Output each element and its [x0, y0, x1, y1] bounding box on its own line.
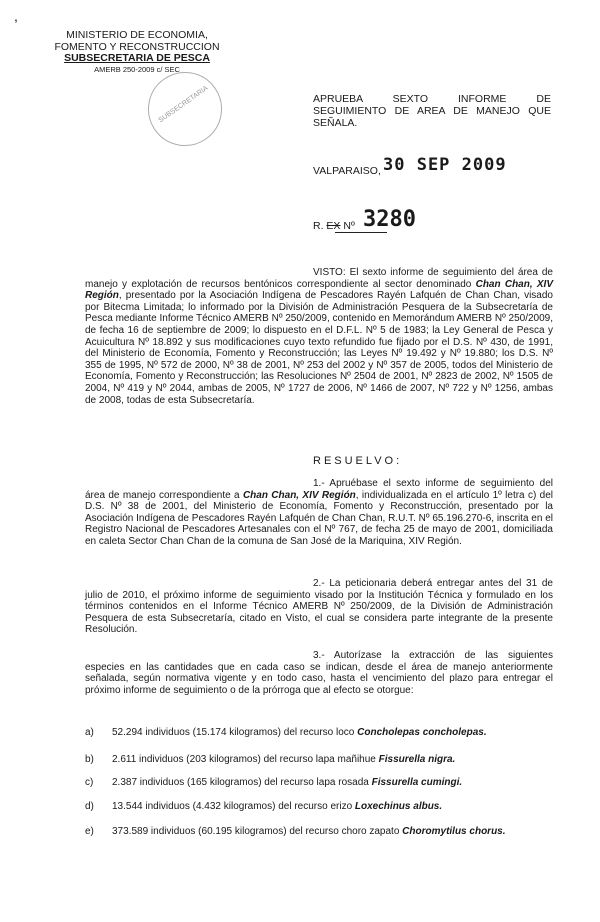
ministry-line-2: FOMENTO Y RECONSTRUCCION — [54, 40, 220, 53]
visto-text-2: , presentado por la Asociación Indígena de Pescadores Rayén Lafquén de Chan Chan, visado por Bitecma Limitada; lo informado por la División de Administración Pesquera de la Subsecretaría de Pesca mediante Informe Técnico AMERB Nº 250/2009, contenido en Memorándum AMERB Nº 250/2009, de fecha 16 de septiembre de 2009; lo dispuesto en el D.F.L. Nº 5 de 1983; la Ley General de Pesca y Acuicultura Nº 18.892 y sus modificaciones cuyo texto refundido fue fijado por el D.S. Nº 430, de 1991, del Ministerio de Economía, Fomento y Reconstrucción; las Leyes Nº 19.492 y Nº 19.880; los D.S. Nº 355 de 1995, Nº 572 de 2000, Nº 38 de 2001, Nº 253 del 2002 y Nº 357 de 2005, todos del Ministerio de Economía, Fomento y Reconstrucción; las Resoluciones Nº 2504 de 2001, Nº 2823 de 2002, Nº 1505 de 2004, Nº 419 y Nº 2044, ambas de 2005, Nº 1727 de 2006, Nº 1466 de 2007, Nº 722 y Nº 1256, ambas de 2008, todas de esta Subsecretaría. — [85, 290, 553, 406]
resolution-ex: EX — [326, 220, 341, 232]
item-text — [112, 826, 553, 838]
subsecretaria-line: SUBSECRETARIA DE PESCA — [64, 52, 210, 64]
letterhead — [52, 30, 222, 74]
item-quantity: 13.544 individuos (4.432 kilogramos) del recurso erizo — [112, 801, 355, 812]
resuelvo-heading: RESUELVO: — [313, 455, 403, 467]
subject-line-3: SEÑALA. — [313, 117, 358, 129]
point-1-paragraph — [85, 478, 553, 548]
item-species: Concholepas concholepas. — [357, 727, 487, 738]
point-3-paragraph: 3.- Autorízase la extracción de las siguientes especies en las cantidades que en cada caso se indican, desde el área de manejo anteriormente señalada, según normativa vigente y en todo caso, hasta el vencimiento del plazo para entregar el próximo informe de seguimiento o de la prórroga que al efecto se otorgue: — [85, 650, 553, 696]
item-text — [112, 754, 553, 766]
resolution-number: 3280 — [363, 207, 416, 232]
date-stamp: 30 SEP 2009 — [383, 155, 507, 175]
point-1-sector: Chan Chan, XIV Región — [242, 489, 356, 501]
resolution-underline — [335, 232, 387, 233]
item-text — [112, 801, 553, 813]
item-quantity: 52.294 individuos (15.174 kilogramos) del recurso loco — [112, 727, 358, 738]
item-species: Loxechinus albus. — [354, 801, 443, 812]
item-quantity: 2.611 individuos (203 kilogramos) del recurso lapa mañihue — [112, 754, 379, 765]
resolution-n: Nº — [343, 220, 355, 232]
item-quantity: 373.589 individuos (60.195 kilogramos) del recurso choro zapato — [112, 826, 403, 837]
corner-mark: , — [14, 8, 18, 24]
subject-line-2: SEGUIMIENTO DE AREA DE MANEJO QUE — [313, 105, 551, 117]
item-letter: b) — [85, 754, 94, 765]
official-seal-stamp: SUBSECRETARIA — [133, 57, 236, 160]
visto-paragraph — [85, 267, 553, 406]
resolution-prefix — [313, 220, 355, 232]
ministry-line-1: MINISTERIO DE ECONOMIA, — [66, 29, 208, 41]
item-letter: e) — [85, 826, 94, 837]
item-text — [112, 727, 553, 739]
item-species: Fissurella cumingi. — [371, 777, 463, 788]
item-text — [112, 777, 553, 789]
item-letter: d) — [85, 801, 94, 812]
resolution-r: R. — [313, 220, 324, 232]
point-1-text-a: 1.- Apruébase el sexto informe de seguimiento del área de manejo correspondiente a — [85, 478, 553, 501]
visto-sector: Chan Chan, XIV Región — [85, 278, 554, 302]
item-species: Choromytilus chorus. — [402, 826, 506, 837]
point-2-paragraph: 2.- La peticionaria deberá entregar antes del 31 de julio de 2010, el próximo informe de seguimiento visado por la Institución Técnica y formulado en los términos contenidos en el Informe Técnico AMERB Nº 250/2009, de la División de Administración Pesquera de esta Subsecretaría, citado en Visto, el cual se considera parte integrante de la presente Resolución. — [85, 578, 553, 636]
item-letter: c) — [85, 777, 94, 788]
place-label: VALPARAISO, — [313, 165, 381, 177]
reference-code: AMERB 250-2009 c/ SEC — [94, 64, 180, 74]
item-species: Fissurella nigra. — [378, 754, 456, 765]
visto-text-1: VISTO: El sexto informe de seguimiento del área de manejo y explotación de recursos bentónicos correspondiente al sector denominado — [85, 267, 553, 290]
point-1-text-b: , individualizada en el artículo 1º letra c) del D.S. Nº 38 de 2001, del Ministerio de Economía, Fomento y Reconstrucción, presentado por la Asociación Indígena de Pescadores Rayén Lafquén de Chan Chan, R.U.T. Nº 65.196.270-6, inscrita en el Registro Nacional de Pescadores Artesanales con el Nº 767, de fecha 25 de mayo de 2001, domiciliada en caleta Sector Chan Chan de la comuna de San José de la Mariquina, XIV Región. — [85, 489, 553, 547]
subject-block — [313, 93, 551, 129]
item-letter: a) — [85, 727, 94, 738]
subject-line-1: APRUEBA SEXTO INFORME DE — [313, 93, 551, 105]
item-quantity: 2.387 individuos (165 kilogramos) del recurso lapa rosada — [112, 777, 372, 788]
